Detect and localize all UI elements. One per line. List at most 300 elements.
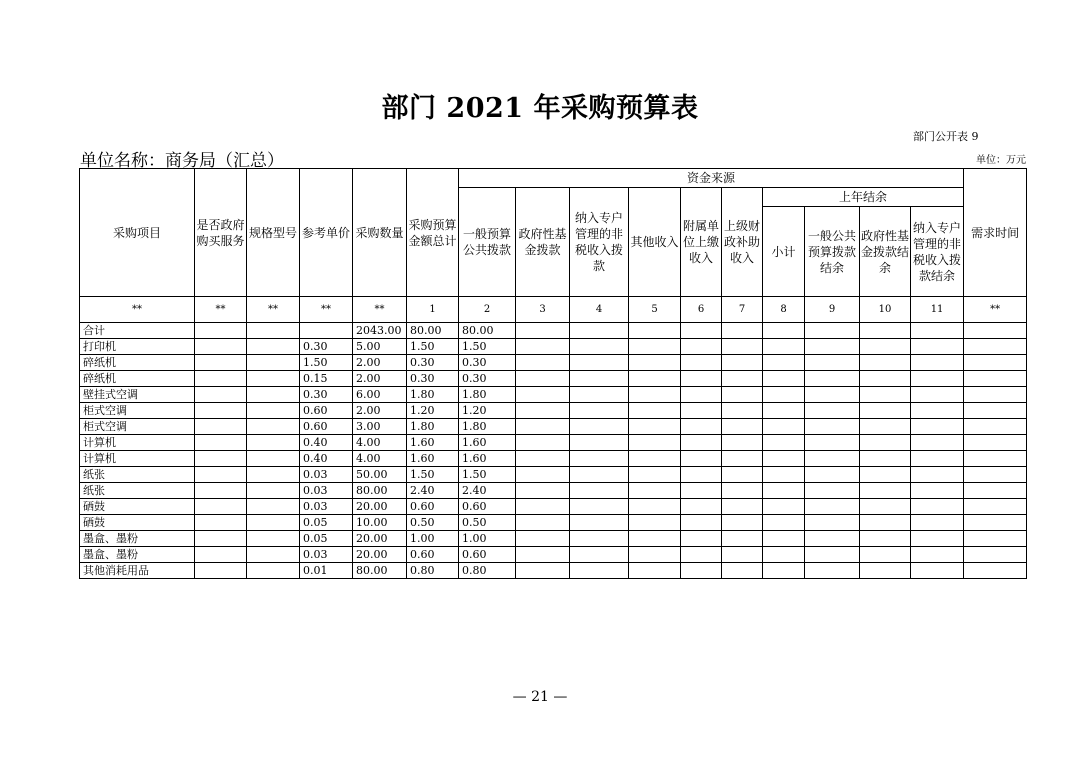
- cell-empty: [681, 563, 722, 579]
- cell-empty: [629, 387, 681, 403]
- cell-empty: [911, 339, 964, 355]
- cell-empty: [911, 355, 964, 371]
- cell-empty: [722, 515, 763, 531]
- cell-total: 1.80: [407, 419, 459, 435]
- header-gov-service: 是否政府购买服务: [195, 169, 247, 297]
- cell-empty: [722, 547, 763, 563]
- cell-quantity: 5.00: [353, 339, 407, 355]
- cell-quantity: 2.00: [353, 403, 407, 419]
- cell-empty: [516, 563, 570, 579]
- cell-empty: [964, 339, 1027, 355]
- cell-empty: [681, 547, 722, 563]
- cell-gov-service: [195, 467, 247, 483]
- cell-item: 打印机: [80, 339, 195, 355]
- header-carryover-nontax: 纳入专户管理的非税收入拨款结余: [911, 207, 964, 297]
- cell-total: 1.60: [407, 435, 459, 451]
- header-gov-fund: 政府性基金拨款: [516, 188, 570, 297]
- cell-empty: [516, 387, 570, 403]
- cell-item: 硒鼓: [80, 515, 195, 531]
- cell-empty: [911, 563, 964, 579]
- cell-empty: [681, 515, 722, 531]
- cell-empty: [681, 483, 722, 499]
- cell-empty: [805, 387, 860, 403]
- cell-empty: [516, 339, 570, 355]
- cell-empty: [629, 563, 681, 579]
- cell-empty: [860, 467, 911, 483]
- table-row: [80, 515, 1027, 531]
- cell-empty: [805, 403, 860, 419]
- cell-gov-service: [195, 371, 247, 387]
- cell-empty: [911, 323, 964, 339]
- cell-general-budget: 0.80: [459, 563, 516, 579]
- cell-empty: [805, 371, 860, 387]
- cell-ref-price: 0.03: [300, 467, 353, 483]
- cell-total: 0.80: [407, 563, 459, 579]
- cell-spec: [247, 467, 300, 483]
- cell-empty: [681, 435, 722, 451]
- cell-empty: [805, 323, 860, 339]
- cell-quantity: 4.00: [353, 451, 407, 467]
- cell-empty: [805, 515, 860, 531]
- cell-empty: [629, 451, 681, 467]
- table-row: [80, 563, 1027, 579]
- header-funding-source: 资金来源: [459, 169, 964, 188]
- cell-empty: [681, 531, 722, 547]
- cell-empty: [516, 435, 570, 451]
- cell-empty: [805, 499, 860, 515]
- cell-total: 1.20: [407, 403, 459, 419]
- cell-empty: [570, 339, 629, 355]
- column-number: 10: [860, 297, 911, 323]
- cell-empty: [722, 403, 763, 419]
- column-number: 5: [629, 297, 681, 323]
- cell-gov-service: [195, 387, 247, 403]
- cell-empty: [722, 435, 763, 451]
- cell-empty: [763, 515, 805, 531]
- cell-gov-service: [195, 451, 247, 467]
- cell-empty: [570, 547, 629, 563]
- cell-empty: [681, 499, 722, 515]
- cell-spec: [247, 355, 300, 371]
- cell-empty: [516, 323, 570, 339]
- cell-ref-price: 0.05: [300, 531, 353, 547]
- cell-empty: [570, 467, 629, 483]
- page-number: — 21 —: [512, 689, 568, 705]
- cell-empty: [860, 451, 911, 467]
- cell-item: 墨盒、墨粉: [80, 531, 195, 547]
- cell-empty: [570, 323, 629, 339]
- column-number: 1: [407, 297, 459, 323]
- cell-spec: [247, 531, 300, 547]
- cell-empty: [763, 403, 805, 419]
- cell-spec: [247, 371, 300, 387]
- cell-empty: [805, 483, 860, 499]
- cell-ref-price: [300, 323, 353, 339]
- table-number: 部门公开表 9: [913, 130, 979, 143]
- cell-empty: [911, 403, 964, 419]
- cell-general-budget: 0.50: [459, 515, 516, 531]
- cell-empty: [763, 419, 805, 435]
- cell-empty: [516, 483, 570, 499]
- cell-empty: [763, 499, 805, 515]
- cell-total: 0.60: [407, 547, 459, 563]
- cell-empty: [860, 435, 911, 451]
- cell-quantity: 50.00: [353, 467, 407, 483]
- cell-empty: [763, 371, 805, 387]
- cell-empty: [964, 371, 1027, 387]
- cell-spec: [247, 435, 300, 451]
- cell-empty: [516, 499, 570, 515]
- cell-empty: [964, 419, 1027, 435]
- header-superior: 上级财政补助收入: [722, 188, 763, 297]
- cell-empty: [763, 435, 805, 451]
- cell-empty: [964, 323, 1027, 339]
- cell-empty: [570, 531, 629, 547]
- cell-total: 1.50: [407, 339, 459, 355]
- cell-item: 计算机: [80, 451, 195, 467]
- cell-empty: [860, 339, 911, 355]
- cell-empty: [964, 435, 1027, 451]
- column-number: 3: [516, 297, 570, 323]
- cell-empty: [763, 387, 805, 403]
- cell-empty: [681, 451, 722, 467]
- cell-item: 其他消耗用品: [80, 563, 195, 579]
- cell-general-budget: 80.00: [459, 323, 516, 339]
- cell-quantity: 80.00: [353, 483, 407, 499]
- cell-ref-price: 0.03: [300, 547, 353, 563]
- cell-empty: [681, 371, 722, 387]
- cell-item: 柜式空调: [80, 419, 195, 435]
- cell-general-budget: 2.40: [459, 483, 516, 499]
- cell-empty: [911, 451, 964, 467]
- cell-empty: [516, 419, 570, 435]
- cell-item: 合计: [80, 323, 195, 339]
- cell-empty: [516, 515, 570, 531]
- cell-empty: [722, 467, 763, 483]
- cell-ref-price: 0.03: [300, 483, 353, 499]
- cell-empty: [570, 515, 629, 531]
- cell-empty: [763, 483, 805, 499]
- column-number: **: [353, 297, 407, 323]
- cell-empty: [629, 339, 681, 355]
- cell-empty: [964, 387, 1027, 403]
- cell-empty: [629, 515, 681, 531]
- cell-total: 1.50: [407, 467, 459, 483]
- cell-empty: [570, 419, 629, 435]
- cell-empty: [964, 547, 1027, 563]
- cell-general-budget: 1.80: [459, 419, 516, 435]
- cell-empty: [629, 435, 681, 451]
- cell-empty: [722, 483, 763, 499]
- cell-quantity: 10.00: [353, 515, 407, 531]
- cell-empty: [681, 387, 722, 403]
- cell-item: 硒鼓: [80, 499, 195, 515]
- cell-empty: [629, 355, 681, 371]
- cell-empty: [911, 547, 964, 563]
- cell-gov-service: [195, 403, 247, 419]
- cell-spec: [247, 515, 300, 531]
- cell-empty: [860, 419, 911, 435]
- cell-empty: [722, 531, 763, 547]
- cell-quantity: 3.00: [353, 419, 407, 435]
- cell-ref-price: 0.30: [300, 339, 353, 355]
- cell-total: 1.80: [407, 387, 459, 403]
- cell-empty: [722, 323, 763, 339]
- cell-item: 柜式空调: [80, 403, 195, 419]
- cell-empty: [964, 515, 1027, 531]
- header-spec: 规格型号: [247, 169, 300, 297]
- column-number: **: [80, 297, 195, 323]
- cell-empty: [860, 483, 911, 499]
- cell-empty: [516, 403, 570, 419]
- cell-empty: [570, 371, 629, 387]
- cell-empty: [911, 531, 964, 547]
- cell-general-budget: 0.60: [459, 499, 516, 515]
- cell-empty: [516, 547, 570, 563]
- table-row: [80, 451, 1027, 467]
- cell-empty: [911, 371, 964, 387]
- column-number: 6: [681, 297, 722, 323]
- cell-spec: [247, 387, 300, 403]
- header-ref-price: 参考单价: [300, 169, 353, 297]
- column-number: 7: [722, 297, 763, 323]
- cell-empty: [681, 403, 722, 419]
- cell-empty: [911, 467, 964, 483]
- cell-spec: [247, 483, 300, 499]
- cell-ref-price: 0.30: [300, 387, 353, 403]
- cell-item: 壁挂式空调: [80, 387, 195, 403]
- cell-empty: [964, 531, 1027, 547]
- cell-empty: [860, 563, 911, 579]
- cell-general-budget: 1.20: [459, 403, 516, 419]
- column-number: **: [195, 297, 247, 323]
- cell-gov-service: [195, 435, 247, 451]
- column-number-row: [80, 297, 1027, 323]
- column-number: **: [247, 297, 300, 323]
- cell-gov-service: [195, 563, 247, 579]
- cell-quantity: 80.00: [353, 563, 407, 579]
- cell-empty: [570, 403, 629, 419]
- table-row: [80, 531, 1027, 547]
- cell-empty: [681, 339, 722, 355]
- cell-empty: [860, 371, 911, 387]
- cell-empty: [629, 323, 681, 339]
- cell-total: 0.60: [407, 499, 459, 515]
- cell-item: 墨盒、墨粉: [80, 547, 195, 563]
- cell-gov-service: [195, 531, 247, 547]
- cell-empty: [722, 563, 763, 579]
- cell-empty: [860, 323, 911, 339]
- cell-empty: [722, 371, 763, 387]
- cell-empty: [570, 499, 629, 515]
- table-row: [80, 499, 1027, 515]
- cell-quantity: 2.00: [353, 371, 407, 387]
- cell-spec: [247, 563, 300, 579]
- unit-name: 单位名称：商务局（汇总）: [80, 151, 284, 171]
- header-carryover-fund: 政府性基金拨款结余: [860, 207, 911, 297]
- cell-general-budget: 1.80: [459, 387, 516, 403]
- cell-gov-service: [195, 515, 247, 531]
- header-need-time: 需求时间: [964, 169, 1027, 297]
- table-row: [80, 403, 1027, 419]
- cell-empty: [805, 419, 860, 435]
- cell-gov-service: [195, 355, 247, 371]
- cell-general-budget: 1.00: [459, 531, 516, 547]
- header-general-budget: 一般预算公共拨款: [459, 188, 516, 297]
- cell-general-budget: 0.30: [459, 355, 516, 371]
- cell-spec: [247, 339, 300, 355]
- column-number: 9: [805, 297, 860, 323]
- cell-empty: [763, 563, 805, 579]
- column-number: 2: [459, 297, 516, 323]
- cell-empty: [722, 339, 763, 355]
- cell-gov-service: [195, 339, 247, 355]
- cell-item: 纸张: [80, 483, 195, 499]
- cell-ref-price: 0.03: [300, 499, 353, 515]
- cell-gov-service: [195, 419, 247, 435]
- cell-ref-price: 0.05: [300, 515, 353, 531]
- cell-empty: [763, 355, 805, 371]
- cell-empty: [911, 515, 964, 531]
- cell-empty: [516, 355, 570, 371]
- header-subtotal: 小计: [763, 207, 805, 297]
- cell-total: 0.50: [407, 515, 459, 531]
- cell-empty: [911, 387, 964, 403]
- cell-empty: [722, 451, 763, 467]
- column-number: **: [300, 297, 353, 323]
- cell-empty: [964, 467, 1027, 483]
- table-row: [80, 547, 1027, 563]
- cell-empty: [516, 451, 570, 467]
- cell-empty: [805, 531, 860, 547]
- cell-ref-price: 0.60: [300, 403, 353, 419]
- cell-empty: [763, 467, 805, 483]
- cell-spec: [247, 323, 300, 339]
- header-total: 采购预算金额总计: [407, 169, 459, 297]
- cell-empty: [681, 419, 722, 435]
- cell-empty: [570, 451, 629, 467]
- cell-empty: [516, 371, 570, 387]
- table-row: [80, 483, 1027, 499]
- cell-item: 碎纸机: [80, 355, 195, 371]
- cell-empty: [681, 355, 722, 371]
- cell-empty: [629, 531, 681, 547]
- cell-empty: [860, 547, 911, 563]
- cell-empty: [629, 419, 681, 435]
- cell-ref-price: 0.60: [300, 419, 353, 435]
- cell-empty: [629, 467, 681, 483]
- cell-total: 2.40: [407, 483, 459, 499]
- cell-empty: [763, 547, 805, 563]
- table-row: [80, 339, 1027, 355]
- header-carryover-general: 一般公共预算拨款结余: [805, 207, 860, 297]
- cell-quantity: 2.00: [353, 355, 407, 371]
- cell-empty: [911, 435, 964, 451]
- header-item: 采购项目: [80, 169, 195, 297]
- cell-quantity: 20.00: [353, 531, 407, 547]
- cell-empty: [805, 563, 860, 579]
- cell-empty: [911, 499, 964, 515]
- cell-total: 0.30: [407, 371, 459, 387]
- table-body: [80, 323, 1027, 579]
- cell-empty: [629, 499, 681, 515]
- cell-empty: [860, 355, 911, 371]
- header-quantity: 采购数量: [353, 169, 407, 297]
- column-number: 11: [911, 297, 964, 323]
- cell-empty: [964, 355, 1027, 371]
- cell-empty: [805, 451, 860, 467]
- table-row: [80, 419, 1027, 435]
- cell-empty: [722, 499, 763, 515]
- cell-ref-price: 1.50: [300, 355, 353, 371]
- table-row: [80, 371, 1027, 387]
- cell-total: 80.00: [407, 323, 459, 339]
- table-row: [80, 435, 1027, 451]
- column-number: 8: [763, 297, 805, 323]
- cell-quantity: 20.00: [353, 547, 407, 563]
- cell-spec: [247, 419, 300, 435]
- cell-total: 0.30: [407, 355, 459, 371]
- cell-empty: [805, 435, 860, 451]
- cell-total: 1.60: [407, 451, 459, 467]
- cell-empty: [964, 451, 1027, 467]
- table-row: [80, 387, 1027, 403]
- cell-empty: [964, 499, 1027, 515]
- cell-empty: [722, 419, 763, 435]
- cell-general-budget: 1.60: [459, 435, 516, 451]
- cell-ref-price: 0.40: [300, 451, 353, 467]
- cell-item: 计算机: [80, 435, 195, 451]
- cell-empty: [570, 563, 629, 579]
- cell-empty: [763, 323, 805, 339]
- cell-empty: [805, 547, 860, 563]
- cell-quantity: 4.00: [353, 435, 407, 451]
- cell-spec: [247, 499, 300, 515]
- cell-quantity: 2043.00: [353, 323, 407, 339]
- cell-empty: [681, 323, 722, 339]
- cell-general-budget: 0.30: [459, 371, 516, 387]
- cell-empty: [722, 387, 763, 403]
- cell-general-budget: 1.50: [459, 339, 516, 355]
- cell-empty: [570, 355, 629, 371]
- cell-empty: [911, 483, 964, 499]
- cell-general-budget: 1.50: [459, 467, 516, 483]
- cell-empty: [570, 435, 629, 451]
- cell-empty: [570, 483, 629, 499]
- cell-empty: [629, 403, 681, 419]
- unit-label: 单位：万元: [976, 155, 1026, 166]
- header-nontax: 纳入专户管理的非税收入拨款: [570, 188, 629, 297]
- cell-spec: [247, 451, 300, 467]
- procurement-budget-table: [79, 168, 1027, 579]
- cell-empty: [516, 467, 570, 483]
- cell-empty: [860, 499, 911, 515]
- header-other-income: 其他收入: [629, 188, 681, 297]
- cell-empty: [964, 403, 1027, 419]
- cell-empty: [805, 467, 860, 483]
- header-carryover: 上年结余: [763, 188, 964, 207]
- table-row: [80, 355, 1027, 371]
- cell-spec: [247, 547, 300, 563]
- cell-empty: [629, 547, 681, 563]
- cell-empty: [629, 371, 681, 387]
- cell-total: 1.00: [407, 531, 459, 547]
- cell-empty: [805, 355, 860, 371]
- cell-empty: [570, 387, 629, 403]
- cell-empty: [964, 483, 1027, 499]
- cell-gov-service: [195, 547, 247, 563]
- cell-gov-service: [195, 499, 247, 515]
